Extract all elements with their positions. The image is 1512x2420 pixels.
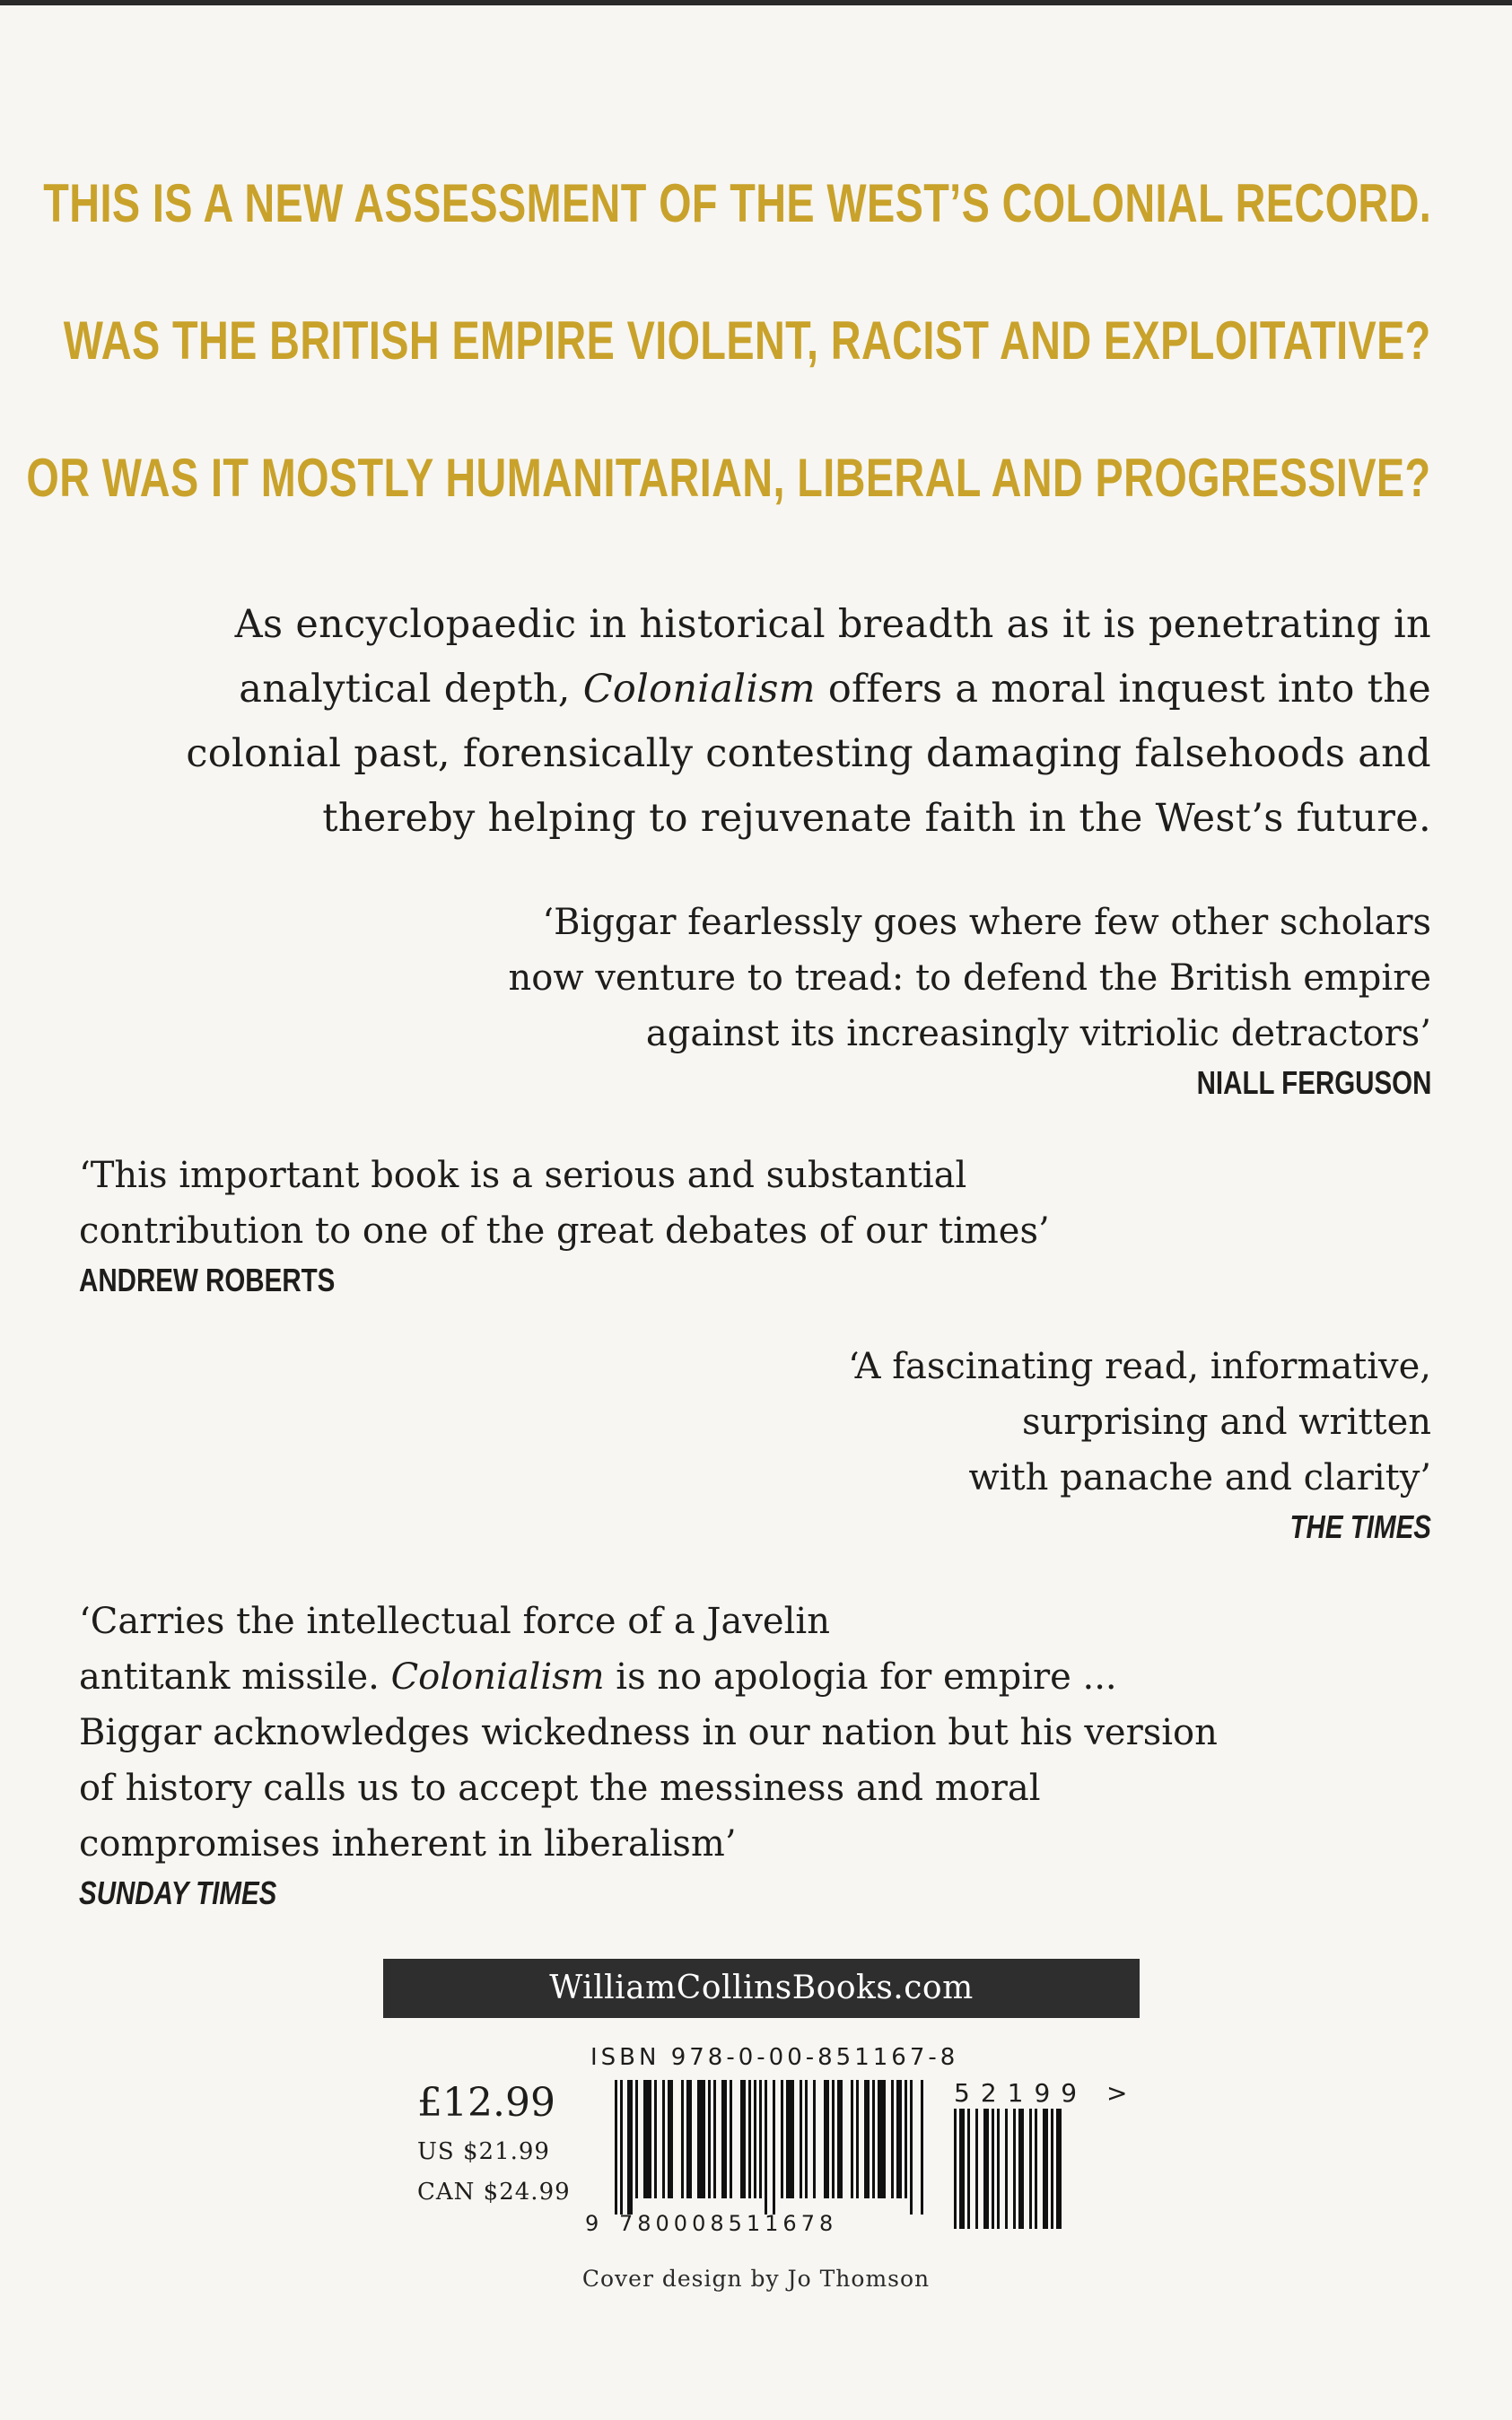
- quote-line: [79, 1649, 1218, 1705]
- quote-source: THE TIMES: [1289, 1508, 1431, 1545]
- quote-line: Biggar acknowledges wickedness in our nation but his version: [79, 1712, 1218, 1753]
- headline-3: OR WAS IT MOSTLY HUMANITARIAN, LIBERAL AND PROGRESSIVE?: [26, 448, 1431, 508]
- quote-source: SUNDAY TIMES: [79, 1874, 277, 1911]
- book-title: Colonialism: [390, 1656, 605, 1698]
- quote-sunday-times: [79, 1594, 1218, 1915]
- quote-source: NIALL FERGUSON: [1196, 1064, 1431, 1101]
- price-gbp: £12.99: [417, 2080, 555, 2126]
- isbn-label: ISBN 978-0-00-851167-8: [590, 2044, 959, 2071]
- quote-line: ‘Biggar fearlessly goes where few other scholars: [542, 902, 1431, 943]
- quote-line: ‘Carries the intellectual force of a Javelin: [79, 1601, 830, 1642]
- cover-design-credit: Cover design by Jo Thomson: [581, 2266, 931, 2292]
- quote-source: ANDREW ROBERTS: [79, 1262, 336, 1298]
- headline-1: THIS IS A NEW ASSESSMENT OF THE WEST’S COLONIAL RECORD.: [43, 173, 1431, 233]
- quote-text: antitank missile.: [79, 1656, 391, 1698]
- blurb-text: analytical depth,: [239, 667, 583, 712]
- price-can: CAN $24.99: [417, 2179, 571, 2206]
- addon-barcode-digits: 52199 >: [954, 2078, 1139, 2108]
- blurb-paragraph: [85, 592, 1431, 851]
- quote-line: ‘A fascinating read, informative,: [848, 1346, 1431, 1387]
- quote-line: with panache and clarity’: [968, 1457, 1431, 1498]
- blurb-line: thereby helping to rejuvenate faith in the West’s future.: [322, 796, 1431, 841]
- blurb-line: colonial past, forensically contesting damaging falsehoods and: [186, 731, 1431, 776]
- book-title: Colonialism: [582, 667, 816, 712]
- blurb-line: [85, 657, 1431, 721]
- barcode-digits: 780008511678: [619, 2211, 838, 2236]
- quote-line: of history calls us to accept the messiness and moral: [79, 1768, 1041, 1809]
- quote-ferguson: [509, 895, 1431, 1105]
- price-addon-barcode: [954, 2109, 1073, 2229]
- blurb-text: offers a moral inquest into the: [815, 667, 1431, 712]
- quote-line: compromises inherent in liberalism’: [79, 1823, 737, 1865]
- barcode-lead-digit: 9: [585, 2211, 604, 2236]
- quote-line: now venture to tread: to defend the British empire: [508, 957, 1431, 999]
- publisher-website-bar: WilliamCollinsBooks.com: [383, 1959, 1140, 2018]
- headline-2: WAS THE BRITISH EMPIRE VIOLENT, RACIST AND EXPLOITATIVE?: [64, 310, 1431, 371]
- price-us: US $21.99: [417, 2138, 550, 2165]
- quote-line: surprising and written: [1022, 1402, 1431, 1443]
- blurb-line: As encyclopaedic in historical breadth as it is penetrating in: [234, 602, 1431, 647]
- isbn-barcode: [615, 2080, 924, 2215]
- quote-line: ‘This important book is a serious and substantial: [79, 1155, 967, 1196]
- quote-text: is no apologia for empire ...: [604, 1656, 1117, 1698]
- quote-roberts: [79, 1148, 1050, 1302]
- quote-line: against its increasingly vitriolic detractors’: [645, 1013, 1431, 1054]
- top-edge-shadow: [0, 0, 1512, 5]
- quote-times: [848, 1339, 1431, 1549]
- quote-line: contribution to one of the great debates of our times’: [79, 1210, 1050, 1252]
